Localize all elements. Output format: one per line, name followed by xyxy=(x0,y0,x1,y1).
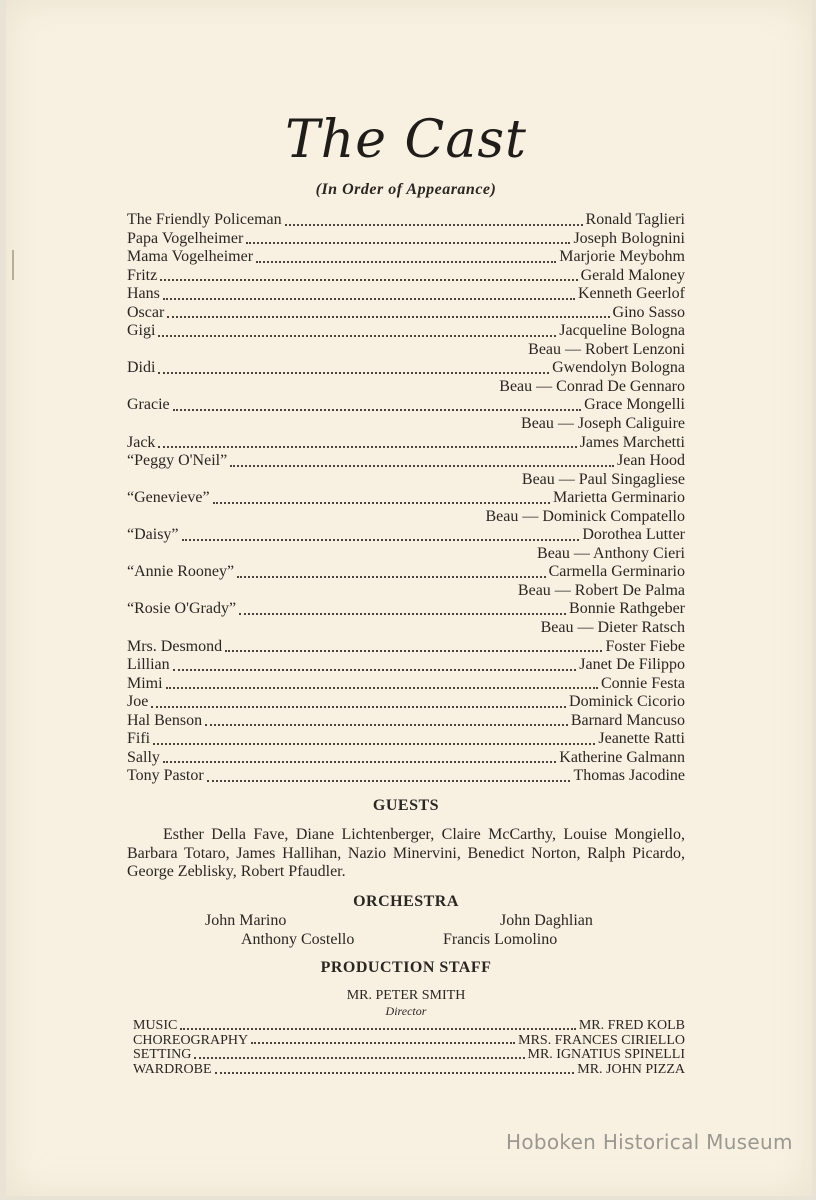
page-subtitle: (In Order of Appearance) xyxy=(315,181,497,198)
cast-actor: Connie Festa xyxy=(601,674,685,692)
leader-dots xyxy=(256,260,556,263)
cast-actor: Ronald Taglieri xyxy=(585,211,685,228)
leader-dots xyxy=(215,1071,575,1074)
cast-row xyxy=(127,730,685,749)
cast-beau-line xyxy=(127,508,685,527)
cast-row xyxy=(127,526,685,545)
cast-row xyxy=(127,749,685,768)
orchestra-member: John Daghlian xyxy=(500,912,593,929)
cast-role: Gracie xyxy=(127,396,170,414)
cast-row xyxy=(127,211,685,230)
staff-name: MRS. FRANCES CIRIELLO xyxy=(518,1032,685,1048)
cast-role: Fritz xyxy=(127,266,158,284)
staff-role: MUSIC xyxy=(133,1018,178,1033)
cast-actor: Grace Mongelli xyxy=(584,396,685,414)
staff-row xyxy=(133,1019,685,1034)
cast-actor: Bonnie Rathgeber xyxy=(569,600,685,618)
cast-list xyxy=(127,211,685,786)
cast-actor: James Marchetti xyxy=(579,433,685,451)
staff-row xyxy=(133,1034,685,1049)
leader-dots xyxy=(285,223,583,226)
orchestra-member: John Marino xyxy=(205,912,287,929)
leader-dots xyxy=(213,501,550,504)
cast-row xyxy=(127,304,685,323)
cast-role: Mama Vogelheimer xyxy=(127,248,254,266)
cast-actor: Joseph Bolognini xyxy=(573,229,685,247)
cast-row xyxy=(127,712,685,731)
cast-role: Jack xyxy=(127,433,156,451)
staff-name: MR. IGNATIUS SPINELLI xyxy=(527,1047,685,1063)
cast-row xyxy=(127,600,685,619)
beau-text: Beau — Joseph Caliguire xyxy=(521,415,685,433)
cast-row xyxy=(127,285,685,304)
cast-role: Didi xyxy=(127,359,156,377)
cast-row xyxy=(127,359,685,378)
cast-row xyxy=(127,396,685,415)
staff-name: MR. FRED KOLB xyxy=(578,1018,685,1033)
cast-role: Tony Pastor xyxy=(127,767,204,785)
cast-row xyxy=(127,322,685,341)
cast-actor: Dominick Cicorio xyxy=(569,693,685,711)
cast-actor: Foster Fiebe xyxy=(605,637,685,655)
leader-dots xyxy=(205,723,568,726)
cast-actor: Jeanette Ratti xyxy=(598,730,685,748)
director-name: MR. PETER SMITH xyxy=(346,988,466,1003)
staff-name: MR. JOHN PIZZA xyxy=(577,1062,685,1078)
leader-dots xyxy=(160,278,577,281)
staff-row xyxy=(133,1063,685,1078)
cast-actor: Dorothea Lutter xyxy=(582,526,685,544)
cast-actor: Kenneth Geerlof xyxy=(577,285,685,303)
cast-role: Mimi xyxy=(127,674,163,692)
leader-dots xyxy=(163,760,556,763)
cast-role: Joe xyxy=(127,693,149,711)
leader-dots xyxy=(151,705,566,708)
beau-text: Beau — Anthony Cieri xyxy=(537,544,685,562)
cast-role: Papa Vogelheimer xyxy=(127,229,244,247)
beau-text: Beau — Robert Lenzoni xyxy=(528,340,685,358)
cast-beau-line xyxy=(127,378,685,397)
cast-row xyxy=(127,656,685,675)
cast-role: “Daisy” xyxy=(127,526,179,544)
cast-role: Hal Benson xyxy=(127,711,203,729)
cast-beau-line xyxy=(127,545,685,564)
cast-row xyxy=(127,675,685,694)
orchestra-heading: ORCHESTRA xyxy=(353,893,459,910)
staff-role: CHOREOGRAPHY xyxy=(133,1032,249,1048)
cast-row xyxy=(127,230,685,249)
production-heading: PRODUCTION STAFF xyxy=(320,959,492,976)
page-fold-mark xyxy=(12,250,14,280)
cast-role: Sally xyxy=(127,748,160,766)
cast-actor: Barnard Mancuso xyxy=(570,711,685,729)
cast-row xyxy=(127,267,685,286)
cast-actor: Gerald Maloney xyxy=(580,266,685,284)
program-page xyxy=(6,0,812,1196)
cast-row xyxy=(127,767,685,786)
leader-dots xyxy=(251,1041,515,1044)
cast-role: Lillian xyxy=(127,656,170,674)
leader-dots xyxy=(225,649,602,652)
leader-dots xyxy=(180,1027,575,1030)
cast-actor: Katherine Galmann xyxy=(559,748,685,766)
cast-role: Oscar xyxy=(127,303,165,321)
cast-actor: Gwendolyn Bologna xyxy=(552,359,685,377)
staff-list xyxy=(133,1019,685,1078)
director-role: Director xyxy=(385,1004,427,1018)
cast-actor: Marjorie Meybohm xyxy=(559,248,685,266)
leader-dots xyxy=(163,297,575,300)
cast-role: “Genevieve” xyxy=(127,489,210,507)
cast-role: Mrs. Desmond xyxy=(127,637,223,655)
leader-dots xyxy=(194,1056,524,1059)
cast-actor: Gino Sasso xyxy=(612,303,685,321)
cast-row xyxy=(127,693,685,712)
cast-role: Hans xyxy=(127,285,160,303)
cast-beau-line xyxy=(127,471,685,490)
cast-role: “Peggy O'Neil” xyxy=(127,452,228,470)
staff-role: SETTING xyxy=(133,1047,192,1063)
leader-dots xyxy=(182,538,580,541)
cast-actor: Jean Hood xyxy=(617,452,685,470)
beau-text: Beau — Dieter Ratsch xyxy=(540,619,685,637)
beau-text: Beau — Robert De Palma xyxy=(517,581,685,599)
cast-role: Gigi xyxy=(127,322,156,340)
leader-dots xyxy=(158,371,549,374)
staff-row xyxy=(133,1048,685,1063)
cast-beau-line xyxy=(127,341,685,360)
cast-row xyxy=(127,248,685,267)
cast-role: Fifi xyxy=(127,730,151,748)
leader-dots xyxy=(239,612,566,615)
beau-text: Beau — Paul Singagliese xyxy=(521,470,685,488)
cast-row xyxy=(127,638,685,657)
cast-actor: Marietta Germinario xyxy=(553,489,685,507)
staff-role: WARDROBE xyxy=(133,1062,212,1078)
leader-dots xyxy=(158,334,556,337)
cast-actor: Carmella Germinario xyxy=(548,563,685,581)
orchestra-member: Francis Lomolino xyxy=(443,931,558,948)
leader-dots xyxy=(207,779,571,782)
leader-dots xyxy=(153,742,595,745)
cast-actor: Thomas Jacodine xyxy=(573,767,685,785)
cast-row xyxy=(127,434,685,453)
cast-role: “Rosie O'Grady” xyxy=(127,600,237,618)
cast-beau-line xyxy=(127,582,685,601)
cast-actor: Jacqueline Bologna xyxy=(559,322,685,340)
leader-dots xyxy=(173,668,577,671)
page-title: The Cast xyxy=(285,110,527,170)
museum-watermark: Hoboken Historical Museum xyxy=(506,1130,793,1154)
cast-row xyxy=(127,563,685,582)
leader-dots xyxy=(246,241,570,244)
leader-dots xyxy=(158,445,576,448)
beau-text: Beau — Conrad De Gennaro xyxy=(499,377,685,395)
beau-text: Beau — Dominick Compatello xyxy=(485,507,685,525)
leader-dots xyxy=(237,575,546,578)
cast-role: The Friendly Policeman xyxy=(127,211,282,228)
cast-beau-line xyxy=(127,619,685,638)
leader-dots xyxy=(167,315,609,318)
leader-dots xyxy=(230,464,614,467)
cast-actor: Janet De Filippo xyxy=(579,656,685,674)
cast-beau-line xyxy=(127,415,685,434)
leader-dots xyxy=(166,686,598,689)
leader-dots xyxy=(173,408,582,411)
cast-role: “Annie Rooney” xyxy=(127,563,235,581)
guests-heading: GUESTS xyxy=(372,797,440,814)
cast-row xyxy=(127,489,685,508)
cast-row xyxy=(127,452,685,471)
guests-list: Esther Della Fave, Diane Lichtenberger, Claire McCarthy, Louise Mongiello, Barbara Totaro, James Hallihan, Nazio Minervini, Benedict Norton, Ralph Picardo, George Zeblisky, Robert Pfaudler. xyxy=(127,826,685,880)
orchestra-member: Anthony Costello xyxy=(241,931,355,948)
